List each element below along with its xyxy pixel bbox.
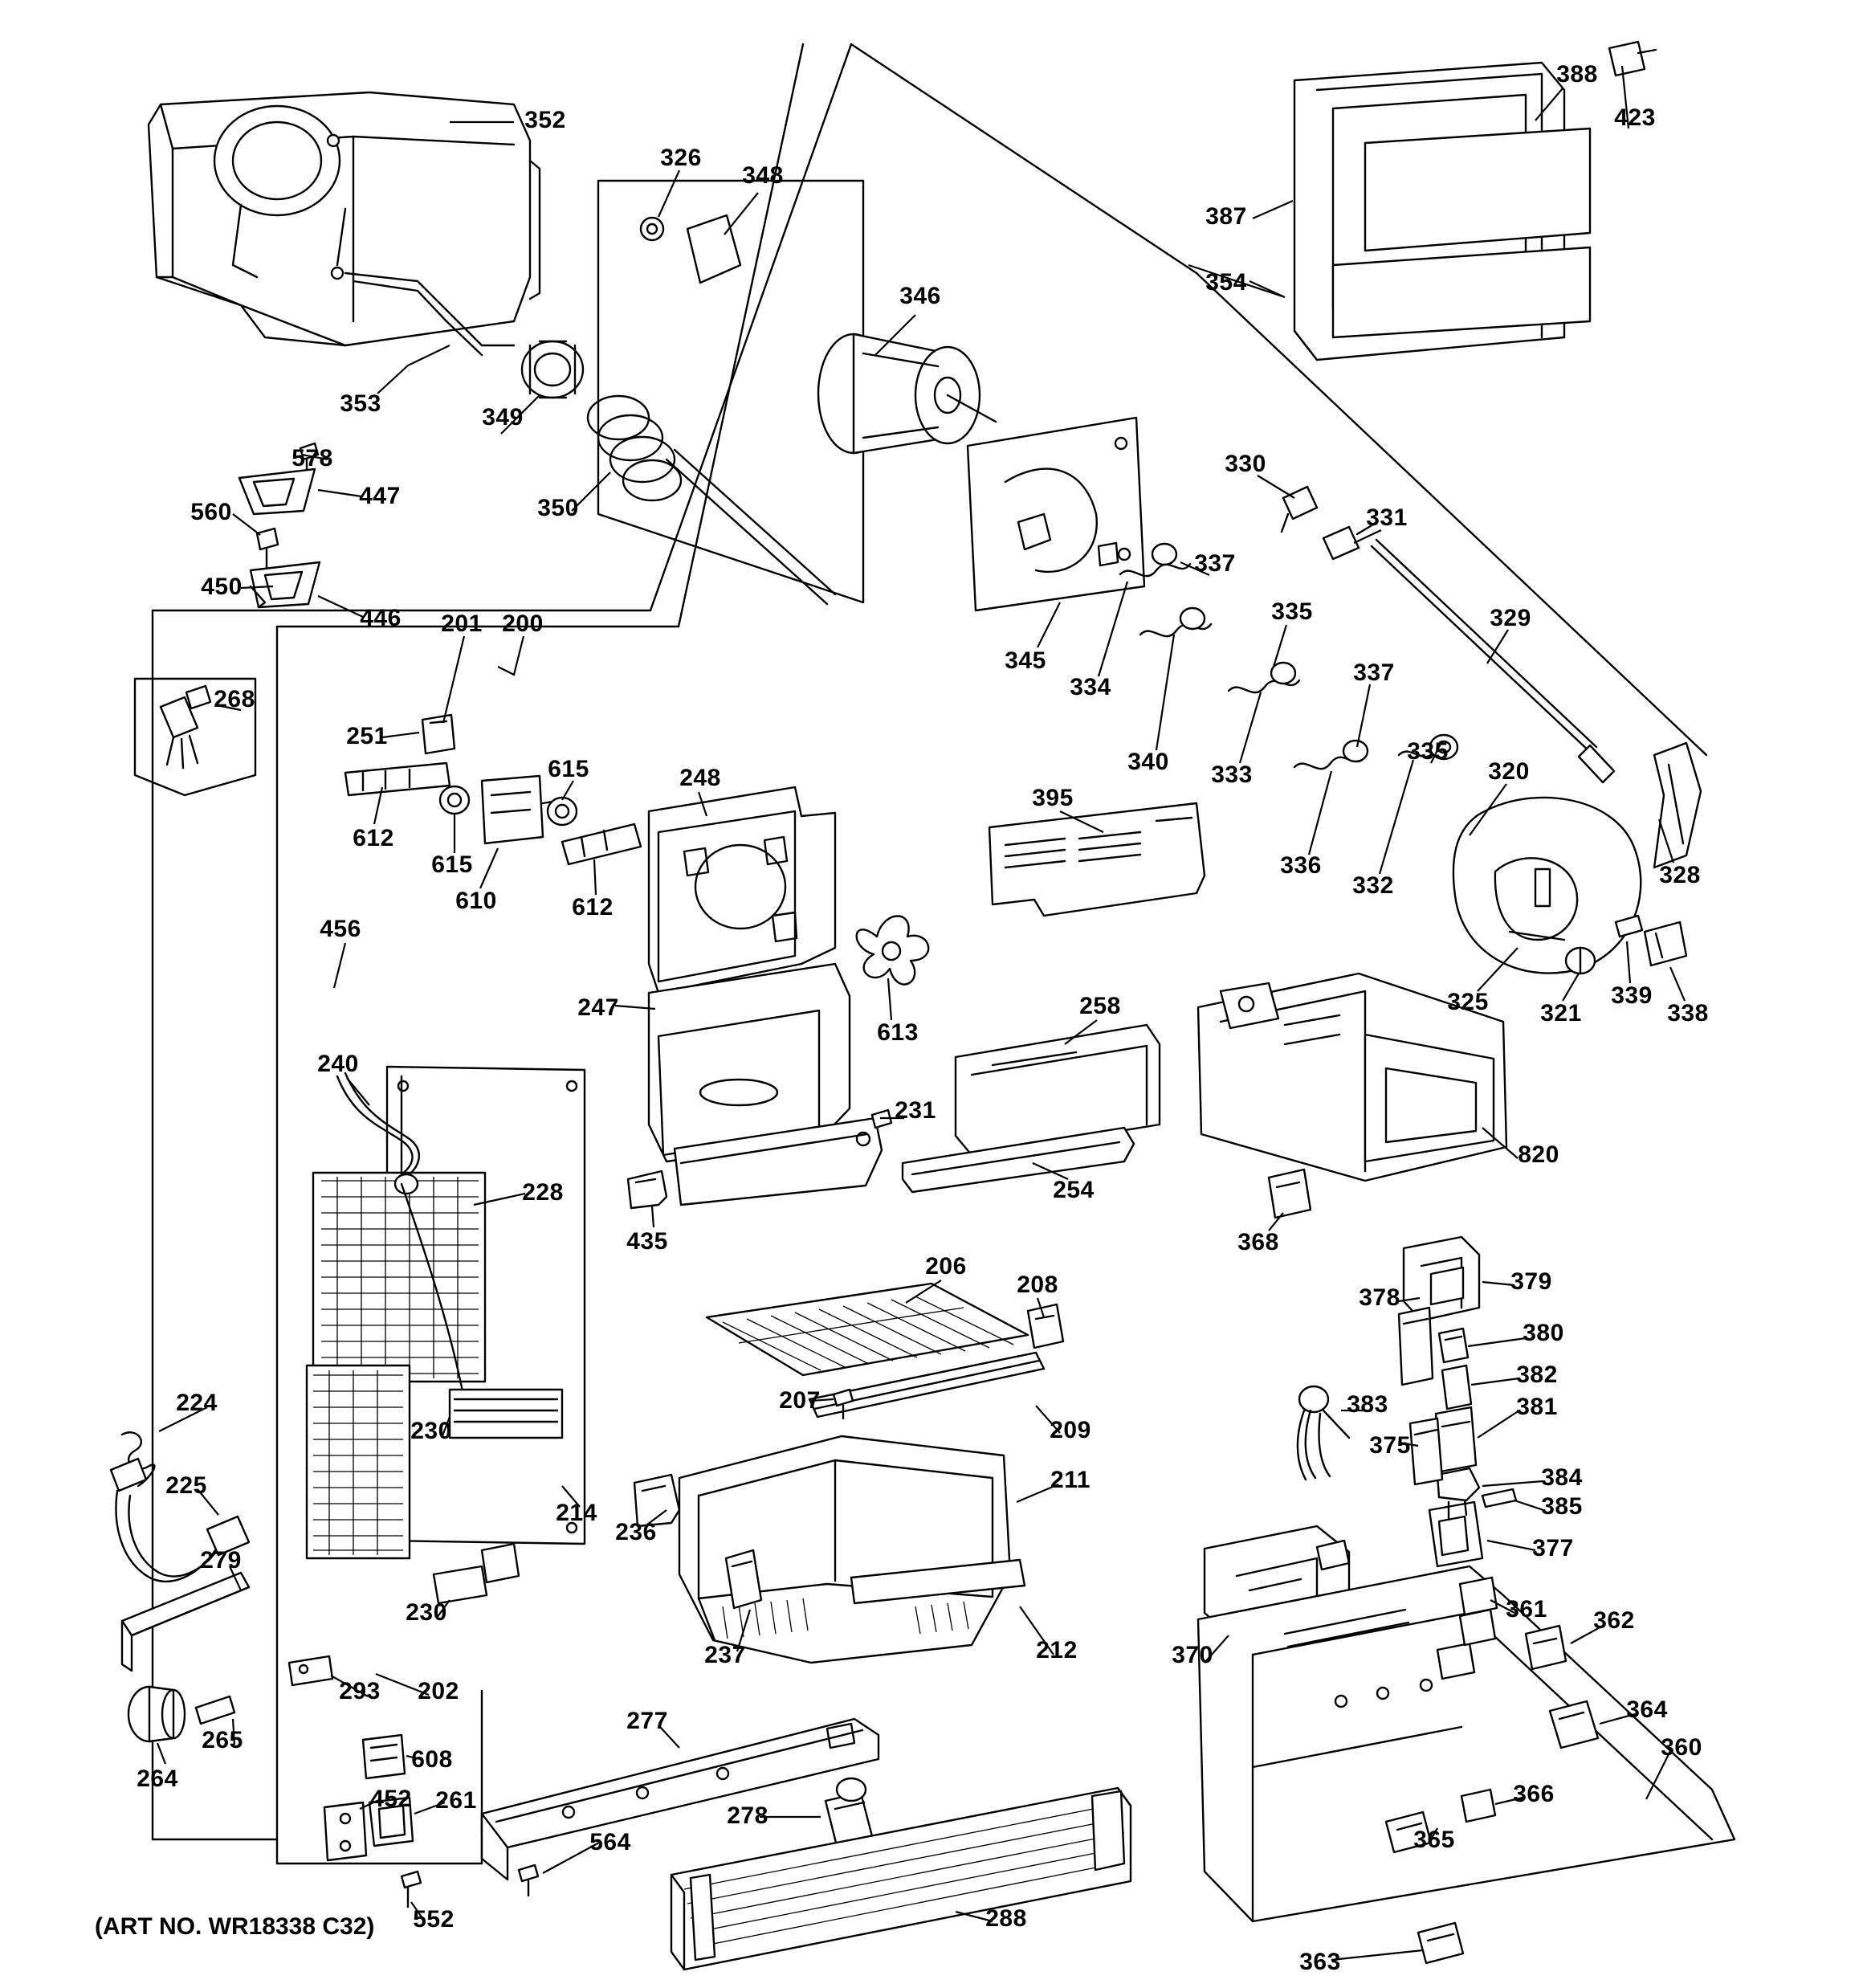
callout-335: 335 bbox=[1271, 598, 1313, 625]
part-381-housing bbox=[1436, 1407, 1476, 1472]
part-450-bracket bbox=[251, 562, 320, 607]
part-380-cap bbox=[1439, 1329, 1468, 1362]
part-360-base-panel bbox=[1198, 1566, 1735, 1921]
callout-346: 346 bbox=[899, 283, 941, 309]
part-251-clip bbox=[422, 715, 455, 753]
part-383-wire bbox=[1298, 1386, 1349, 1480]
callout-326: 326 bbox=[660, 145, 702, 171]
part-564-screw bbox=[519, 1865, 538, 1896]
callout-395: 395 bbox=[1032, 785, 1074, 811]
callout-265: 265 bbox=[202, 1727, 243, 1753]
callout-236: 236 bbox=[615, 1519, 657, 1545]
part-552-screw bbox=[402, 1872, 421, 1907]
callout-321: 321 bbox=[1540, 1000, 1582, 1027]
part-615-grommet-a bbox=[440, 786, 469, 814]
part-363-foot bbox=[1418, 1923, 1463, 1963]
part-366-fastener bbox=[1461, 1790, 1495, 1822]
callout-201: 201 bbox=[441, 610, 483, 637]
part-385-pin bbox=[1482, 1489, 1516, 1507]
callout-456: 456 bbox=[320, 916, 361, 942]
part-211-drawer bbox=[679, 1436, 1025, 1663]
callout-240: 240 bbox=[317, 1051, 359, 1077]
callout-251: 251 bbox=[346, 723, 388, 749]
callout-361: 361 bbox=[1506, 1596, 1547, 1623]
callout-578: 578 bbox=[291, 445, 333, 471]
callout-231: 231 bbox=[895, 1097, 936, 1124]
part-264-roller bbox=[128, 1687, 185, 1741]
callout-230: 230 bbox=[410, 1418, 452, 1444]
callout-608: 608 bbox=[411, 1746, 453, 1773]
callout-352: 352 bbox=[524, 107, 566, 133]
part-375-coil bbox=[1410, 1419, 1442, 1484]
part-279-rail bbox=[122, 1573, 249, 1671]
part-395-divider-panel bbox=[989, 803, 1205, 916]
part-338-bracket bbox=[1645, 922, 1686, 965]
callout-211: 211 bbox=[1050, 1467, 1090, 1493]
callout-337: 337 bbox=[1353, 659, 1395, 686]
part-382-sleeve bbox=[1442, 1365, 1471, 1409]
callout-564: 564 bbox=[589, 1829, 631, 1855]
callout-348: 348 bbox=[742, 162, 784, 189]
callout-293: 293 bbox=[339, 1678, 381, 1704]
callout-328: 328 bbox=[1659, 862, 1701, 888]
callout-200: 200 bbox=[502, 610, 544, 637]
callout-237: 237 bbox=[704, 1642, 746, 1668]
callout-613: 613 bbox=[877, 1019, 919, 1046]
callout-388: 388 bbox=[1556, 61, 1598, 88]
callout-230: 230 bbox=[406, 1599, 447, 1626]
part-321-fastener bbox=[1566, 948, 1595, 974]
part-384-nut bbox=[1437, 1468, 1479, 1500]
callout-387: 387 bbox=[1205, 203, 1247, 230]
callout-383: 383 bbox=[1347, 1391, 1388, 1418]
callout-450: 450 bbox=[201, 574, 243, 600]
callout-349: 349 bbox=[482, 404, 524, 431]
part-345-back-panel bbox=[968, 418, 1144, 610]
part-278-roller bbox=[826, 1778, 872, 1846]
callout-333: 333 bbox=[1211, 761, 1253, 788]
callout-560: 560 bbox=[190, 499, 232, 525]
callout-338: 338 bbox=[1667, 1000, 1709, 1027]
callout-258: 258 bbox=[1079, 993, 1121, 1019]
callout-228: 228 bbox=[522, 1179, 564, 1206]
callout-279: 279 bbox=[200, 1547, 242, 1574]
callout-364: 364 bbox=[1626, 1696, 1668, 1723]
callout-337: 337 bbox=[1194, 550, 1236, 577]
callout-378: 378 bbox=[1359, 1284, 1400, 1311]
part-377-bracket bbox=[1429, 1500, 1482, 1566]
part-352-ice-bucket bbox=[149, 92, 540, 355]
callout-320: 320 bbox=[1488, 758, 1530, 785]
callout-447: 447 bbox=[359, 483, 401, 509]
callout-278: 278 bbox=[727, 1802, 768, 1829]
part-346-ice-motor bbox=[818, 334, 996, 453]
callout-452: 452 bbox=[370, 1786, 412, 1812]
callout-254: 254 bbox=[1053, 1177, 1095, 1203]
part-362-clip bbox=[1526, 1626, 1566, 1669]
part-361-bracket bbox=[1460, 1578, 1497, 1614]
part-608-bracket bbox=[363, 1735, 405, 1778]
callout-277: 277 bbox=[626, 1708, 668, 1734]
part-435-clip bbox=[628, 1171, 667, 1208]
part-423-pin bbox=[1609, 42, 1656, 76]
callout-345: 345 bbox=[1005, 647, 1046, 674]
callout-435: 435 bbox=[626, 1228, 668, 1255]
callout-339: 339 bbox=[1611, 982, 1653, 1009]
callout-612: 612 bbox=[572, 894, 614, 921]
callout-334: 334 bbox=[1070, 674, 1111, 700]
part-349-auger-coupling bbox=[522, 341, 583, 398]
callout-202: 202 bbox=[418, 1678, 459, 1704]
callout-247: 247 bbox=[577, 994, 619, 1021]
callout-384: 384 bbox=[1541, 1464, 1583, 1491]
callout-820: 820 bbox=[1518, 1141, 1559, 1168]
callout-264: 264 bbox=[137, 1766, 178, 1792]
callout-212: 212 bbox=[1036, 1637, 1078, 1663]
callout-329: 329 bbox=[1490, 605, 1531, 631]
part-615-grommet-b bbox=[548, 798, 577, 825]
callout-446: 446 bbox=[360, 605, 402, 631]
callout-224: 224 bbox=[176, 1390, 218, 1416]
callout-353: 353 bbox=[340, 390, 381, 417]
callout-423: 423 bbox=[1614, 104, 1656, 131]
callout-612: 612 bbox=[353, 825, 394, 851]
part-368-bracket bbox=[1269, 1170, 1311, 1218]
callout-335: 335 bbox=[1407, 738, 1449, 765]
callout-363: 363 bbox=[1299, 1949, 1341, 1975]
art-number-label: (ART NO. WR18338 C32) bbox=[95, 1913, 375, 1940]
part-613-fan-blade bbox=[857, 916, 929, 985]
callout-288: 288 bbox=[985, 1905, 1027, 1932]
callout-615: 615 bbox=[548, 756, 589, 782]
part-612-wire-a bbox=[345, 763, 450, 795]
part-224-spring bbox=[111, 1432, 154, 1491]
part-328-handle bbox=[1654, 743, 1701, 867]
callout-332: 332 bbox=[1352, 872, 1394, 899]
part-612-wire-b bbox=[562, 824, 641, 864]
part-265-pin bbox=[196, 1696, 234, 1724]
callout-248: 248 bbox=[679, 765, 721, 791]
callout-336: 336 bbox=[1280, 852, 1322, 879]
callout-381: 381 bbox=[1516, 1394, 1558, 1420]
callout-330: 330 bbox=[1225, 451, 1266, 477]
part-208-bracket bbox=[1028, 1304, 1063, 1348]
callout-380: 380 bbox=[1523, 1320, 1564, 1346]
part-206-wire-shelf bbox=[707, 1284, 1028, 1375]
part-452-plate bbox=[324, 1802, 366, 1860]
callout-375: 375 bbox=[1369, 1432, 1411, 1459]
part-325-motor-cover bbox=[1453, 798, 1641, 974]
callout-360: 360 bbox=[1661, 1734, 1702, 1761]
callout-214: 214 bbox=[556, 1500, 597, 1526]
callout-379: 379 bbox=[1510, 1268, 1552, 1295]
callout-370: 370 bbox=[1172, 1642, 1213, 1668]
callout-331: 331 bbox=[1366, 504, 1408, 531]
part-350-auger-spring bbox=[588, 396, 835, 604]
callout-325: 325 bbox=[1447, 989, 1489, 1015]
callout-350: 350 bbox=[537, 495, 579, 521]
part-336-linkage bbox=[1294, 741, 1368, 769]
callout-552: 552 bbox=[413, 1906, 455, 1933]
callout-225: 225 bbox=[165, 1472, 207, 1499]
callout-365: 365 bbox=[1413, 1827, 1455, 1853]
callout-377: 377 bbox=[1532, 1535, 1574, 1561]
callout-368: 368 bbox=[1237, 1229, 1279, 1255]
callout-340: 340 bbox=[1127, 749, 1169, 775]
callout-208: 208 bbox=[1017, 1272, 1058, 1298]
callout-615: 615 bbox=[431, 851, 473, 878]
callout-268: 268 bbox=[214, 686, 255, 712]
part-379-motor bbox=[1404, 1237, 1479, 1321]
callout-209: 209 bbox=[1050, 1417, 1091, 1443]
callout-362: 362 bbox=[1593, 1607, 1635, 1634]
callout-354: 354 bbox=[1205, 269, 1247, 296]
callout-206: 206 bbox=[925, 1253, 967, 1280]
part-378-cylinder bbox=[1399, 1308, 1433, 1385]
part-248-air-duct bbox=[649, 787, 835, 993]
callout-261: 261 bbox=[435, 1787, 477, 1814]
callout-207: 207 bbox=[779, 1387, 821, 1414]
part-293-bracket bbox=[289, 1656, 332, 1685]
callout-385: 385 bbox=[1541, 1493, 1583, 1520]
callout-610: 610 bbox=[455, 888, 497, 914]
part-447-bracket bbox=[239, 469, 315, 514]
callout-382: 382 bbox=[1516, 1361, 1558, 1388]
part-333-linkage bbox=[1229, 663, 1299, 692]
callout-366: 366 bbox=[1513, 1781, 1555, 1807]
part-340-linkage bbox=[1140, 608, 1211, 636]
part-247-evaporator-cover bbox=[649, 964, 882, 1205]
